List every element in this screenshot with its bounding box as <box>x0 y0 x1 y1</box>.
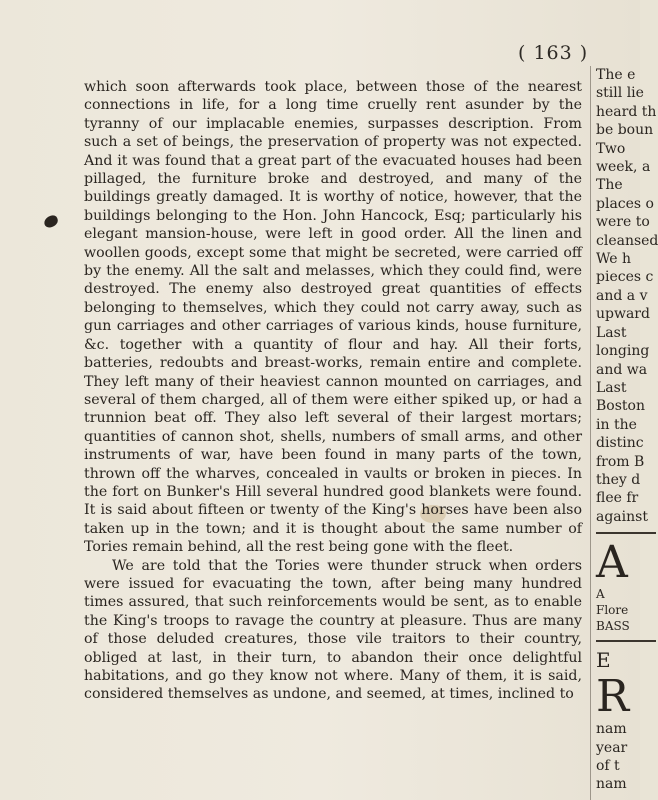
right-line: they d <box>596 471 641 488</box>
right-line: year <box>596 739 628 756</box>
ink-blot <box>43 214 60 229</box>
ad-line: BASS <box>596 619 630 634</box>
right-line: upward <box>596 306 650 323</box>
right-line: heard th <box>596 103 657 120</box>
right-line: were to <box>596 214 650 231</box>
main-article-column <box>84 78 582 704</box>
right-line: in the <box>596 416 637 433</box>
article-paragraph-1: which soon afterwards took place, between those of the nearest connections in life, for a long time cruelly rent asunder by the tyranny of our implacable enemies, surpasses description. From such a set of beings, the preservation of property was not expected. And it was found that a great part of the evacuated houses had been pillaged, the furniture broke and destroyed, and many of the buildings greatly damaged. It is worthy of notice, however, that the buildings belonging to the Hon. John Hancock, Esq; particularly his elegant mansion-house, were left in good order. All the linen and woollen goods, except some that might be secreted, were carried off by the enemy. All the salt and melasses, which they could find, were destroyed. The enemy also destroyed great quantities of effects belonging to themselves, which they could not carry away, such as gun carriages and other carriages of various kinds, house furniture, &c. together with a quantity of flour and hay. All their forts, batteries, redoubts and breast-works, remain entire and complete. They left many of their heaviest cannon mounted on carriages, and several of them charged, all of them were either spiked up, or had a trunnion beat off. They also left several of their largest mortars; quantities of cannon shot, shells, numbers of small arms, and other instruments of war, have been found in many parts of the town, thrown off the wharves, concealed in vaults or broken in pieces. In the fort on Bunker's Hill several hundred good blankets were found. It is said about fifteen or twenty of the King's horses have been also taken up in the town; and it is thought about the same number of Tories remain behind, all the rest being gone with the fleet. <box>84 79 582 556</box>
right-line: The e <box>596 67 636 83</box>
right-line: longing <box>596 343 650 360</box>
right-line: nam <box>596 721 627 738</box>
ad-line: A <box>596 587 605 602</box>
ad-small-initial: E <box>596 648 611 673</box>
right-line: of t <box>596 757 620 774</box>
article-paragraph-2: We are told that the Tories were thunder struck when orders were issued for evacuating the town, after being many hundred times assured, that such reinforcements would be sent, as to enable the King's troops to ravage the country at pleasure. Thus are many of those deluded creatures, those vile traitors to their country, obliged at last, in their turn, to abandon their once delightful habitations, and go they know not where. Many of them, it is said, considered themselves as undone, and seemed, at times, inclined to <box>84 557 582 703</box>
adjacent-column-fragment <box>596 66 656 800</box>
right-line: cleansed <box>596 232 658 249</box>
right-line: from B <box>596 453 645 470</box>
right-line: The <box>596 177 623 194</box>
right-line: flee fr <box>596 490 639 507</box>
ad-initial-letter: R <box>596 671 630 723</box>
right-line: Two <box>596 140 626 157</box>
right-line: We h <box>596 251 631 268</box>
right-line: pieces c <box>596 269 654 286</box>
right-line: be boun <box>596 122 654 139</box>
right-line: places o <box>596 195 654 212</box>
right-line: Last <box>596 324 627 341</box>
right-line: and a v <box>596 287 648 304</box>
ad-line: Flore <box>596 603 629 618</box>
right-line: still lie <box>596 85 644 102</box>
section-rule <box>596 532 656 534</box>
section-rule <box>596 640 656 642</box>
right-line: and wa <box>596 361 648 378</box>
ad-initial-letter: A <box>596 537 628 589</box>
right-line: distinc <box>596 435 644 452</box>
right-line: week, a <box>596 159 651 176</box>
page-number: ( 163 ) <box>518 42 589 64</box>
right-line: Boston <box>596 398 645 415</box>
right-line: nam <box>596 776 627 793</box>
right-line: Last <box>596 379 627 396</box>
column-divider <box>590 66 591 800</box>
right-line: against <box>596 508 648 525</box>
